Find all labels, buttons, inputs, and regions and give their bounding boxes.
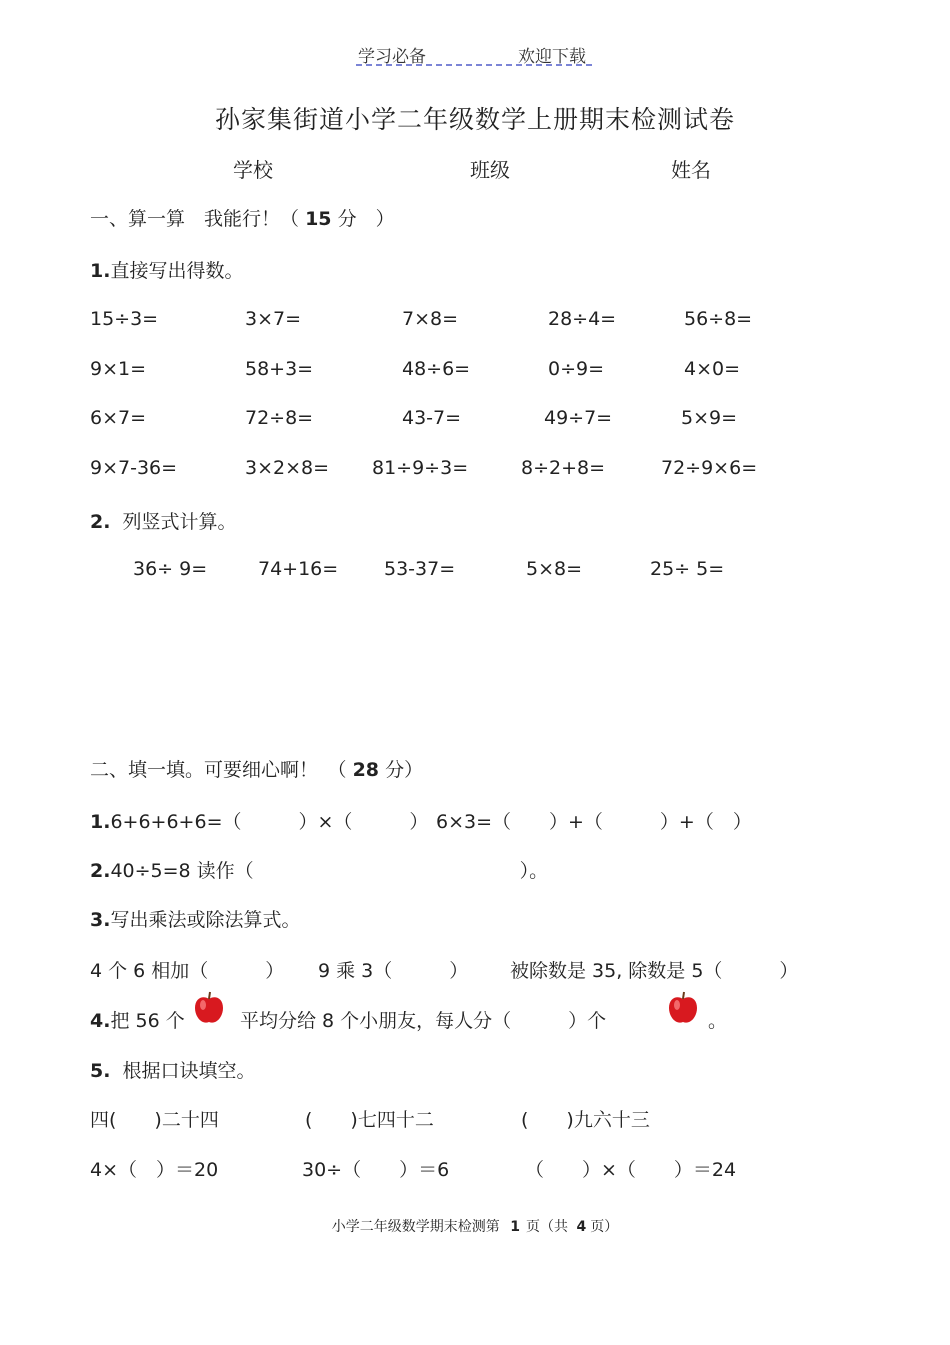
footer-page-total: 4 <box>576 1219 587 1235</box>
section2-q1-b: 6×3=（ ）+（ ）+（ ） <box>436 811 752 833</box>
question-text: 根据口诀填空。 <box>122 1060 256 1082</box>
page-footer <box>0 1216 950 1236</box>
field-school: 学校 <box>233 158 273 182</box>
calc-item: 56÷8= <box>684 308 753 330</box>
footer-text-post: 页） <box>590 1219 619 1235</box>
section2-q4-c: 。 <box>708 1010 728 1032</box>
section2-q4-b: 平均分给 8 个小朋友，每人分（ ）个 <box>240 1010 607 1032</box>
section2-q3 <box>90 905 300 932</box>
question-number: 3. <box>90 909 111 931</box>
calc-item: 72÷9×6= <box>661 457 758 479</box>
calc-item: 6×7= <box>90 407 147 429</box>
question-text: 列竖式计算。 <box>122 511 237 533</box>
page-title: 孙家集街道小学二年级数学上册期末检测试卷 <box>214 105 735 134</box>
section2-title-pre: 二、填一填。可要细心啊！ （ <box>90 759 347 781</box>
section1-q1 <box>90 256 243 283</box>
q5-item: ( )九六十三 <box>521 1109 650 1131</box>
calc-item: 43-7= <box>402 407 462 429</box>
calc-item: 3×7= <box>245 308 302 330</box>
q3-item: 4 个 6 相加（ ） <box>90 960 285 982</box>
vertical-calc-item: 36÷ 9= <box>133 558 208 580</box>
calc-item: 72÷8= <box>245 407 314 429</box>
section1-title-pre: 一、算一算 我能行！（ <box>90 208 300 230</box>
calc-item: 9×1= <box>90 358 147 380</box>
calc-item: 49÷7= <box>544 407 613 429</box>
calc-item: 15÷3= <box>90 308 159 330</box>
apple-icon <box>667 990 699 1026</box>
calc-item: 4×0= <box>684 358 741 380</box>
vertical-calc-item: 53-37= <box>384 558 456 580</box>
calc-item: 3×2×8= <box>245 457 330 479</box>
footer-page-number: 1 <box>510 1219 520 1235</box>
section2-title <box>90 755 423 782</box>
question-text: 直接写出得数。 <box>110 260 244 282</box>
section2-q4 <box>90 1006 185 1033</box>
section2-title-post: 分） <box>385 759 424 781</box>
field-class: 班级 <box>470 158 510 182</box>
calc-item: 7×8= <box>402 308 459 330</box>
question-number: 4. <box>90 1010 111 1032</box>
section1-score: 15 <box>305 208 332 230</box>
header-note-left: 学习必备 <box>358 47 426 67</box>
header-note-right: 欢迎下载 <box>518 47 586 67</box>
header-dashed-line <box>356 64 592 66</box>
q5-item: 4×（ ）＝20 <box>90 1159 219 1181</box>
q3-item: 9 乘 3（ ） <box>318 960 469 982</box>
section2-q5 <box>90 1056 256 1083</box>
q5-item: 30÷（ ）＝6 <box>302 1159 450 1181</box>
question-text: 40÷5=8 读作（ ）。 <box>110 860 549 882</box>
question-number: 5. <box>90 1060 111 1082</box>
calc-item: 28÷4= <box>548 308 617 330</box>
question-number: 1. <box>90 260 111 282</box>
calc-item: 5×9= <box>681 407 738 429</box>
field-name: 姓名 <box>671 158 711 182</box>
question-text: 写出乘法或除法算式。 <box>110 909 301 931</box>
question-number: 1. <box>90 811 111 833</box>
apple-icon <box>193 990 225 1026</box>
footer-text-mid: 页（共 <box>526 1219 568 1235</box>
calc-item: 0÷9= <box>548 358 605 380</box>
question-text: 6+6+6+6=（ ）×（ ） <box>110 811 429 833</box>
question-number: 2. <box>90 511 111 533</box>
q5-item: 四( )二十四 <box>90 1109 219 1131</box>
section1-title-post: 分 ） <box>337 208 395 230</box>
question-text: 把 56 个 <box>110 1010 185 1032</box>
calc-item: 81÷9÷3= <box>372 457 469 479</box>
section2-q1 <box>90 807 428 834</box>
section2-q2 <box>90 856 548 883</box>
q3-item: 被除数是 35, 除数是 5（ ） <box>510 960 799 982</box>
section1-title <box>90 204 395 231</box>
q5-item: ( )七四十二 <box>305 1109 434 1131</box>
calc-item: 8÷2+8= <box>521 457 606 479</box>
q5-item: （ ）×（ ）＝24 <box>525 1159 737 1181</box>
section1-q2 <box>90 507 237 534</box>
calc-item: 9×7-36= <box>90 457 178 479</box>
vertical-calc-item: 74+16= <box>258 558 339 580</box>
section2-score: 28 <box>352 759 380 781</box>
calc-item: 48÷6= <box>402 358 471 380</box>
footer-text-pre: 小学二年级数学期末检测第 <box>331 1219 500 1235</box>
calc-item: 58+3= <box>245 358 314 380</box>
question-number: 2. <box>90 860 111 882</box>
vertical-calc-item: 25÷ 5= <box>650 558 725 580</box>
vertical-calc-item: 5×8= <box>526 558 583 580</box>
